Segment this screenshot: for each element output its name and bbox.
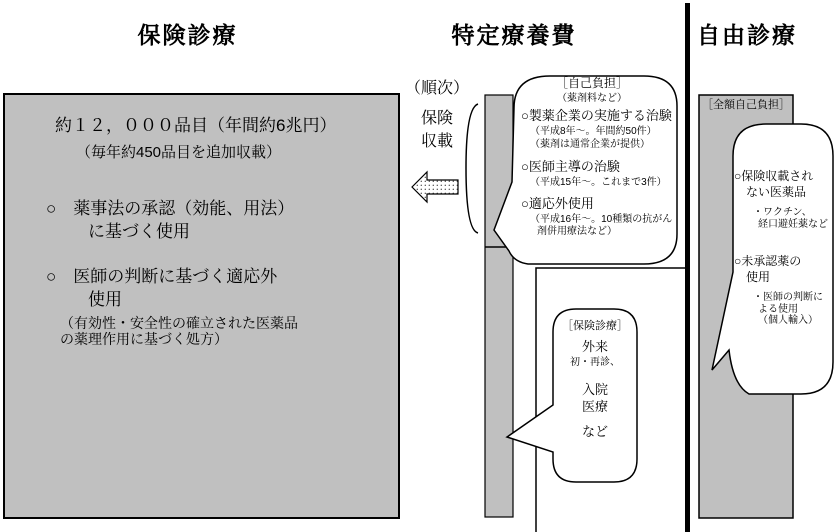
- offlabel-item-note2: 剤併用療法など）: [537, 226, 617, 237]
- self-pay-subheader: （薬剤料など）: [557, 93, 627, 104]
- unapproved-drug-line1: ○未承認薬の: [734, 254, 802, 268]
- full-self-pay-label: ［全額自己負担］: [702, 99, 790, 111]
- unapproved-drug-line2: 使用: [746, 270, 771, 284]
- nonlisted-drug-note2: 経口避妊薬など: [758, 219, 828, 230]
- offlabel-item: ○適応外使用: [521, 196, 594, 211]
- insured-care-line4: 医療: [581, 399, 608, 414]
- trial-doctor-item: ○医師主導の治験: [521, 159, 620, 174]
- nonlisted-drug-line2: ない医薬品: [746, 185, 807, 199]
- offlabel-use-line2: 使用: [88, 290, 122, 309]
- insured-care-line1: 外来: [581, 339, 608, 354]
- insured-care-line2: 初・再診、: [570, 357, 620, 368]
- trial-doctor-note: （平成15年～。これまで3件）: [530, 177, 667, 188]
- trial-company-note1: （平成8年～。年間約50件）: [530, 126, 657, 137]
- nonlisted-drug-note1: ・ワクチン、: [753, 207, 812, 218]
- insured-care-header: ［保険診療］: [562, 320, 628, 332]
- unapproved-drug-note2: よる使用: [758, 304, 798, 315]
- approved-use-line2: に基づく使用: [88, 222, 190, 241]
- column-divider: [685, 3, 690, 532]
- volume-note: （毎年約450品目を追加収載）: [76, 144, 282, 161]
- listing-label-line1: （順次）: [404, 80, 469, 97]
- listing-label-line2: 保険: [420, 110, 453, 127]
- offlabel-item-note1: （平成16年～。10種類の抗がん: [530, 214, 673, 225]
- volume-line: 約１２，０００品目（年間約6兆円）: [55, 116, 337, 135]
- insured-care-line3: 入院: [581, 382, 608, 397]
- unapproved-drug-note1: ・医師の判断に: [753, 292, 823, 303]
- trial-company-note2: （薬剤は通常企業が提供）: [530, 139, 650, 150]
- approved-use-line1: ○ 薬事法の承認（効能、用法）: [46, 199, 295, 218]
- insurance-title: 保険診療: [137, 22, 238, 48]
- nonlisted-drug-line1: ○保険収載され: [734, 169, 814, 183]
- insured-care-line5: など: [581, 424, 608, 439]
- unapproved-drug-note3: （個人輸入）: [758, 315, 818, 326]
- offlabel-note1: （有効性・安全性の確立された医薬品: [60, 315, 298, 331]
- specified-fee-title: 特定療養費: [451, 22, 577, 48]
- listing-label-line3: 収載: [420, 133, 453, 150]
- free-care-title: 自由診療: [697, 22, 797, 48]
- self-pay-header: ［自己負担］: [555, 76, 628, 90]
- listing-arrow-icon: [412, 172, 458, 202]
- offlabel-note2: の薬理作用に基づく処方）: [60, 331, 228, 347]
- specified-bar: [485, 95, 513, 517]
- trial-company-item: ○製薬企業の実施する治験: [521, 108, 672, 123]
- offlabel-use-line1: ○ 医師の判断に基づく適応外: [46, 267, 278, 286]
